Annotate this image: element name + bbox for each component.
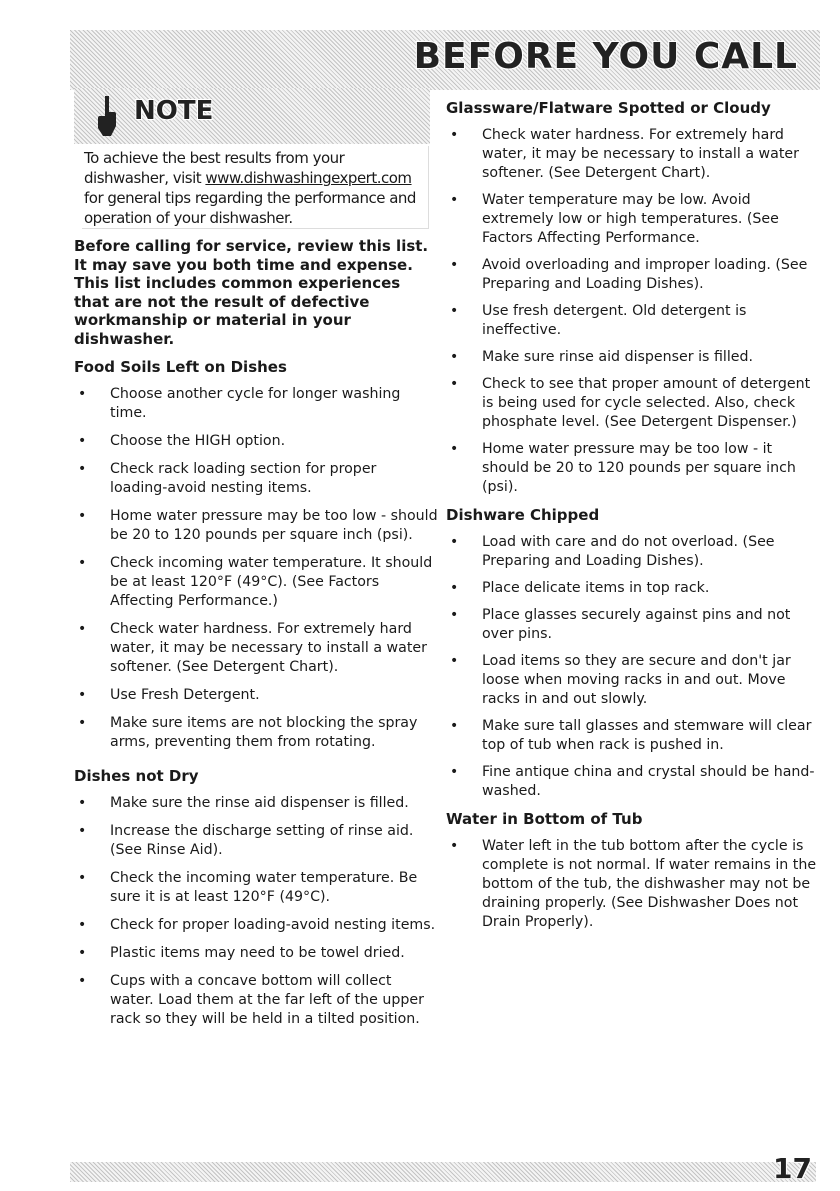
left-column <box>74 357 438 1043</box>
troubleshooting-section <box>446 809 818 932</box>
list-item: • Check incoming water temperature. It should be at least 120°F (49°C). (See Factors Affecting Performance.) <box>74 554 438 611</box>
list-item: • Fine antique china and crystal should be hand-washed. <box>446 763 818 801</box>
note-title: NOTE <box>134 96 214 126</box>
list-item: • Check to see that proper amount of detergent is being used for cycle selected. Also, check phosphate level. (See Detergent Dispenser.) <box>446 375 818 432</box>
note-text-before: To achieve the best results from your dishwasher, visit <box>84 149 345 187</box>
section-title: Dishes not Dry <box>74 767 199 785</box>
list-item: • Choose another cycle for longer washing time. <box>74 385 438 423</box>
list-item: • Water left in the tub bottom after the cycle is complete is not normal. If water remains in the bottom of the tub, the dishwasher may not be draining properly. (See Dishwasher Does not Drain Properly). <box>446 837 818 932</box>
list-item: • Plastic items may need to be towel dried. <box>74 944 438 963</box>
bullet-list <box>74 385 438 752</box>
list-item: • Check water hardness. For extremely hard water, it may be necessary to install a water softener. (See Detergent Chart). <box>74 620 438 677</box>
note-header <box>74 88 430 144</box>
list-item: • Make sure the rinse aid dispenser is filled. <box>74 794 438 813</box>
footer-band <box>70 1162 816 1182</box>
intro-text: Before calling for service, review this list. It may save you both time and expense. This list includes common experiences that are not the result of defective workmanship or material in your dishwasher. <box>74 237 429 348</box>
list-item: • Place delicate items in top rack. <box>446 579 818 598</box>
list-item: • Avoid overloading and improper loading. (See Preparing and Loading Dishes). <box>446 256 818 294</box>
note-box <box>74 88 430 228</box>
list-item: • Check water hardness. For extremely hard water, it may be necessary to install a water softener. (See Detergent Chart). <box>446 126 818 183</box>
troubleshooting-section <box>74 766 438 1029</box>
list-item: • Check for proper loading-avoid nesting items. <box>74 916 438 935</box>
list-item: • Make sure items are not blocking the spray arms, preventing them from rotating. <box>74 714 438 752</box>
list-item: • Choose the HIGH option. <box>74 432 438 451</box>
section-title: Glassware/Flatware Spotted or Cloudy <box>446 99 771 117</box>
bullet-list <box>446 126 818 497</box>
list-item: • Use Fresh Detergent. <box>74 686 438 705</box>
troubleshooting-section <box>446 505 818 801</box>
list-item: • Check rack loading section for proper loading-avoid nesting items. <box>74 460 438 498</box>
bullet-list <box>74 794 438 1029</box>
section-title: Food Soils Left on Dishes <box>74 358 287 376</box>
note-text <box>84 148 418 228</box>
list-item: • Increase the discharge setting of rinse aid. (See Rinse Aid). <box>74 822 438 860</box>
bullet-list <box>446 837 818 932</box>
section-title: Water in Bottom of Tub <box>446 810 643 828</box>
list-item: • Place glasses securely against pins and not over pins. <box>446 606 818 644</box>
website-link[interactable]: www.dishwashingexpert.com <box>205 169 412 187</box>
note-body <box>82 146 429 229</box>
section-title: Dishware Chipped <box>446 506 600 524</box>
page-number: 17 <box>773 1152 812 1185</box>
troubleshooting-section <box>446 98 818 497</box>
list-item: • Home water pressure may be too low - it should be 20 to 120 pounds per square inch (psi). <box>446 440 818 497</box>
list-item: • Make sure rinse aid dispenser is filled. <box>446 348 818 367</box>
bullet-list <box>446 533 818 801</box>
list-item: • Load with care and do not overload. (See Preparing and Loading Dishes). <box>446 533 818 571</box>
list-item: • Cups with a concave bottom will collect water. Load them at the far left of the upper rack so they will be held in a tilted position. <box>74 972 438 1029</box>
list-item: • Water temperature may be low. Avoid extremely low or high temperatures. (See Factors Affecting Performance. <box>446 191 818 248</box>
pointing-hand-icon <box>96 94 118 138</box>
header-band <box>70 30 820 90</box>
right-column <box>446 98 818 940</box>
list-item: • Load items so they are secure and don't jar loose when moving racks in and out. Move racks in and out slowly. <box>446 652 818 709</box>
list-item: • Check the incoming water temperature. Be sure it is at least 120°F (49°C). <box>74 869 438 907</box>
troubleshooting-section <box>74 357 438 752</box>
page-title: BEFORE YOU CALL <box>413 36 798 77</box>
list-item: • Use fresh detergent. Old detergent is ineffective. <box>446 302 818 340</box>
list-item: • Make sure tall glasses and stemware will clear top of tub when rack is pushed in. <box>446 717 818 755</box>
list-item: • Home water pressure may be too low - should be 20 to 120 pounds per square inch (psi). <box>74 507 438 545</box>
note-text-after: for general tips regarding the performance and operation of your dishwasher. <box>84 189 416 227</box>
